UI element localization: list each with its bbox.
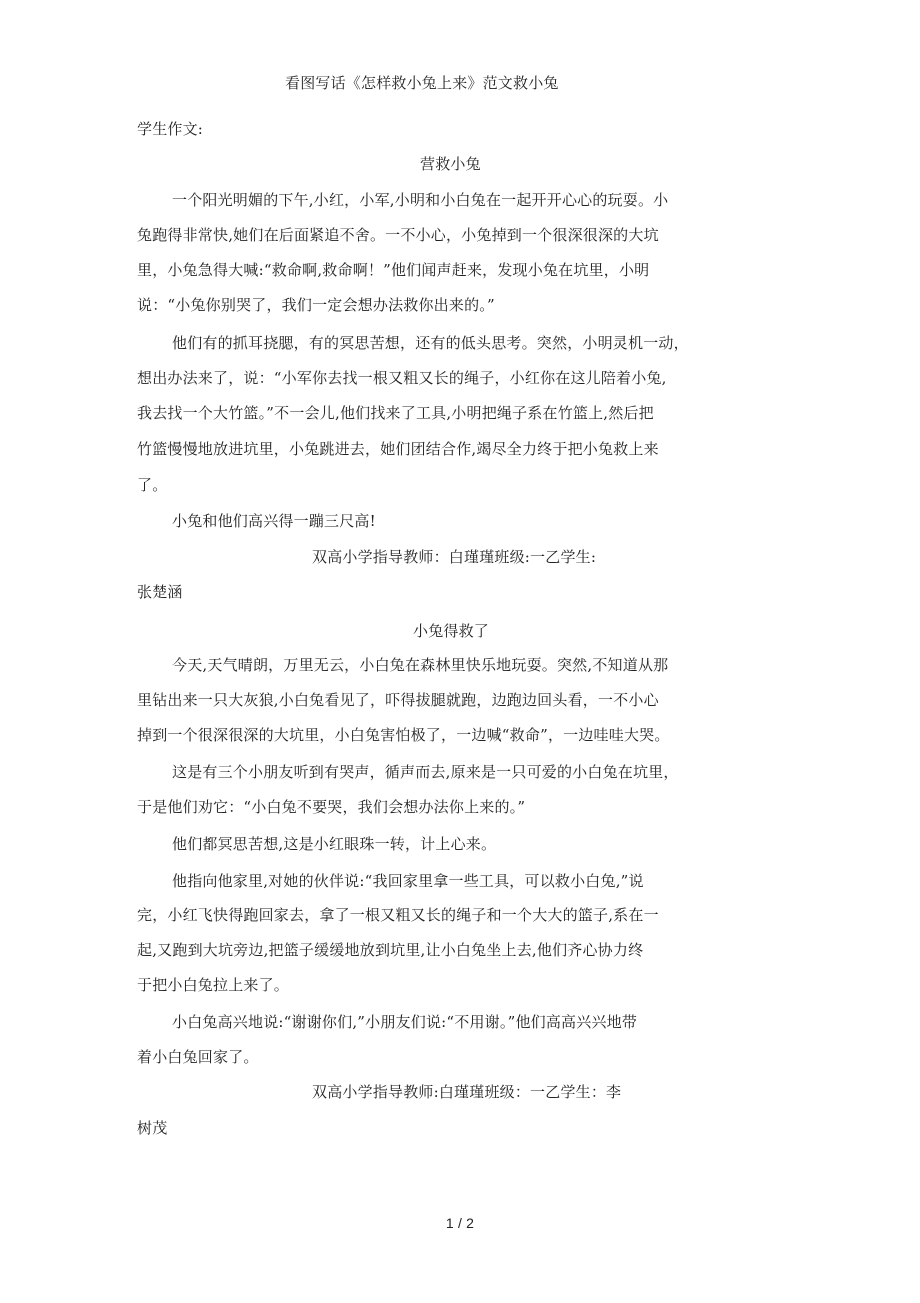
paragraph-line: 里，小兔急得大喊:“救命啊,救命啊！”他们闻声赶来，发现小兔在坑里，小明: [137, 261, 650, 279]
paragraph-line: 他们有的抓耳挠腮，有的冥思苦想，还有的低头思考。突然，小明灵机一动，: [172, 334, 689, 352]
essay-signature-cont: 张楚涵: [137, 583, 183, 601]
paragraph-line: 竹篮慢慢地放进坑里，小兔跳进去，她们团结合作,竭尽全力终于把小兔救上来: [137, 440, 659, 458]
essay-title: 营救小兔: [420, 155, 481, 173]
paragraph-line: 这是有三个小朋友听到有哭声，循声而去,原来是一只可爱的小白兔在坑里，: [172, 763, 679, 781]
paragraph-line: 起,又跑到大坑旁边,把篮子缓缓地放到坑里,让小白兔坐上去,他们齐心协力终: [137, 941, 644, 959]
paragraph-line: 他们都冥思苦想,这是小红眼珠一转，计上心来。: [172, 835, 497, 853]
section-label: 学生作文:: [137, 120, 204, 138]
paragraph-line: 着小白兔回家了。: [137, 1048, 259, 1066]
essay-signature: 双高小学指导教师:白瑾瑾班级：一乙学生：李: [312, 1083, 622, 1101]
paragraph-line: 小白兔高兴地说:“谢谢你们,”小朋友们说:“不用谢。”他们高高兴兴地带: [172, 1013, 638, 1031]
paragraph-line: 一个阳光明媚的下午,小红，小军,小明和小白兔在一起开开心心的玩耍。小: [172, 191, 669, 209]
paragraph-line: 今天,天气晴朗，万里无云，小白兔在森林里快乐地玩耍。突然,不知道从那: [172, 656, 669, 674]
paragraph-line: 掉到一个很深很深的大坑里，小白兔害怕极了，一边喊“救命”，一边哇哇大哭。: [137, 726, 670, 744]
essay-signature-cont: 树茂: [137, 1119, 168, 1137]
paragraph-line: 小兔和他们高兴得一蹦三尺高!: [172, 512, 376, 530]
paragraph-line: 兔跑得非常快,她们在后面紧追不舍。一不小心，小兔掉到一个很深很深的大坑: [137, 226, 659, 244]
paragraph-line: 于是他们劝它：“小白兔不要哭，我们会想办法你上来的。”: [137, 798, 526, 816]
page-number: 1 / 2: [445, 1215, 475, 1231]
essay-signature: 双高小学指导教师：白瑾瑾班级:一乙学生:: [312, 548, 597, 566]
paragraph-line: 想出办法来了，说：“小军你去找一根又粗又长的绳子，小红你在这儿陪着小兔,: [137, 369, 667, 387]
essay-title: 小兔得救了: [413, 622, 490, 640]
paragraph-line: 说：“小兔你别哭了，我们一定会想办法救你出来的。”: [137, 296, 495, 314]
paragraph-line: 里钻出来一只大灰狼,小白兔看见了，吓得拔腿就跑，边跑边回头看，一不小心: [137, 691, 659, 709]
paragraph-line: 他指向他家里,对她的伙伴说:“我回家里拿一些工具，可以救小白兔,”说: [172, 872, 644, 890]
paragraph-line: 我去找一个大竹篮。”不一会儿,他们找来了工具,小明把绳子系在竹篮上,然后把: [137, 404, 654, 422]
document-title: 看图写话《怎样救小兔上来》范文救小兔: [285, 74, 559, 92]
paragraph-line: 于把小白兔拉上来了。: [137, 976, 290, 994]
paragraph-line: 完，小红飞快得跑回家去，拿了一根又粗又长的绳子和一个大大的篮子,系在一: [137, 906, 659, 924]
paragraph-line: 了。: [137, 476, 168, 494]
